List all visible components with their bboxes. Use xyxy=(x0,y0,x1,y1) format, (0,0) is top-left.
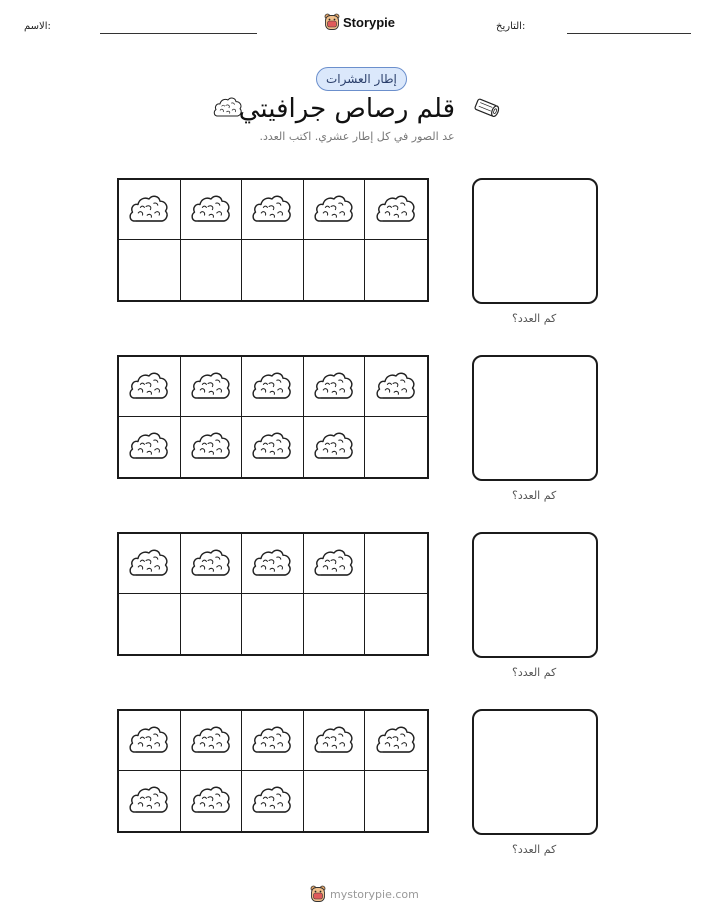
ten-frame-cell xyxy=(242,711,304,771)
ten-frame-cell xyxy=(365,357,427,417)
eraser-icon xyxy=(127,545,171,583)
footer-site: mystorypie.com xyxy=(330,887,419,901)
ten-frame-cell xyxy=(304,417,366,477)
count-prompt: كم العدد؟ xyxy=(512,489,557,502)
name-label: الاسم: xyxy=(24,21,51,32)
answer-box[interactable] xyxy=(472,178,598,304)
answer-box[interactable] xyxy=(472,532,598,658)
answer-box[interactable] xyxy=(472,709,598,835)
name-line[interactable] xyxy=(100,33,257,34)
ten-frame-cell xyxy=(181,417,243,477)
eraser-icon xyxy=(374,722,418,760)
ten-frame-cell xyxy=(181,240,243,300)
ten-frame-cell xyxy=(304,357,366,417)
date-line[interactable] xyxy=(567,33,691,34)
ten-frame-cell xyxy=(365,771,427,831)
ten-frame-cell xyxy=(304,240,366,300)
count-prompt: كم العدد؟ xyxy=(512,666,557,679)
ten-frame-cell xyxy=(242,357,304,417)
ten-frame-cell xyxy=(242,180,304,240)
ten-frame-cell xyxy=(304,711,366,771)
pencil-log-icon xyxy=(470,94,502,120)
eraser-icon xyxy=(312,722,356,760)
eraser-icon xyxy=(250,368,294,406)
eraser-icon xyxy=(374,191,418,229)
eraser-icon xyxy=(127,368,171,406)
ten-frame-cell xyxy=(119,417,181,477)
ten-frame-cell xyxy=(242,771,304,831)
ten-frame-cell xyxy=(181,357,243,417)
eraser-icon xyxy=(250,722,294,760)
eraser-icon xyxy=(374,368,418,406)
instructions: عد الصور في كل إطار عشري. اكتب العدد. xyxy=(259,130,455,143)
eraser-icon xyxy=(250,191,294,229)
ten-frame-cell xyxy=(242,417,304,477)
ten-frame-cell xyxy=(119,771,181,831)
eraser-icon xyxy=(189,722,233,760)
ten-frame-cell xyxy=(181,594,243,654)
count-prompt: كم العدد؟ xyxy=(512,312,557,325)
ten-frame-cell xyxy=(181,771,243,831)
ten-frame-cell xyxy=(365,417,427,477)
ten-frame-cell xyxy=(181,711,243,771)
ten-frame-cell xyxy=(119,534,181,594)
ten-frame-cell xyxy=(242,240,304,300)
ten-frame-cell xyxy=(181,180,243,240)
eraser-icon xyxy=(312,545,356,583)
eraser-icon xyxy=(127,428,171,466)
ten-frame xyxy=(117,709,429,833)
eraser-icon xyxy=(189,782,233,820)
worksheet-badge: إطار العشرات xyxy=(316,67,407,91)
date-label: التاريخ: xyxy=(496,21,526,32)
eraser-icon xyxy=(189,545,233,583)
eraser-icon xyxy=(189,191,233,229)
ten-frame-cell xyxy=(242,594,304,654)
brand-name: Storypie xyxy=(343,14,396,30)
ten-frame-cell xyxy=(365,180,427,240)
eraser-icon xyxy=(250,782,294,820)
ten-frame-cell xyxy=(119,594,181,654)
eraser-icon xyxy=(250,428,294,466)
ten-frame-cell xyxy=(304,180,366,240)
eraser-icon xyxy=(127,191,171,229)
page-title: قلم رصاص جرافيتي xyxy=(238,94,455,124)
ten-frame-cell xyxy=(119,240,181,300)
ten-frame-cell xyxy=(119,180,181,240)
ten-frame-cell xyxy=(119,357,181,417)
ten-frame-cell xyxy=(304,771,366,831)
ten-frame-cell xyxy=(304,534,366,594)
eraser-icon xyxy=(189,368,233,406)
eraser-icon xyxy=(250,545,294,583)
ten-frame-cell xyxy=(304,594,366,654)
bear-icon xyxy=(310,885,326,903)
count-prompt: كم العدد؟ xyxy=(512,843,557,856)
footer xyxy=(310,885,419,903)
ten-frame-cell xyxy=(365,240,427,300)
ten-frame-cell xyxy=(365,534,427,594)
eraser-icon xyxy=(127,782,171,820)
ten-frame-cell xyxy=(119,711,181,771)
brand-logo xyxy=(324,13,395,31)
ten-frame-cell xyxy=(242,534,304,594)
eraser-icon xyxy=(312,191,356,229)
ten-frame xyxy=(117,532,429,656)
ten-frame-cell xyxy=(181,534,243,594)
ten-frame-cell xyxy=(365,594,427,654)
eraser-icon xyxy=(127,722,171,760)
ten-frame xyxy=(117,355,429,479)
eraser-icon xyxy=(312,428,356,466)
eraser-icon xyxy=(312,368,356,406)
ten-frame xyxy=(117,178,429,302)
ten-frame-cell xyxy=(365,711,427,771)
eraser-icon xyxy=(189,428,233,466)
bear-icon xyxy=(324,13,340,31)
answer-box[interactable] xyxy=(472,355,598,481)
